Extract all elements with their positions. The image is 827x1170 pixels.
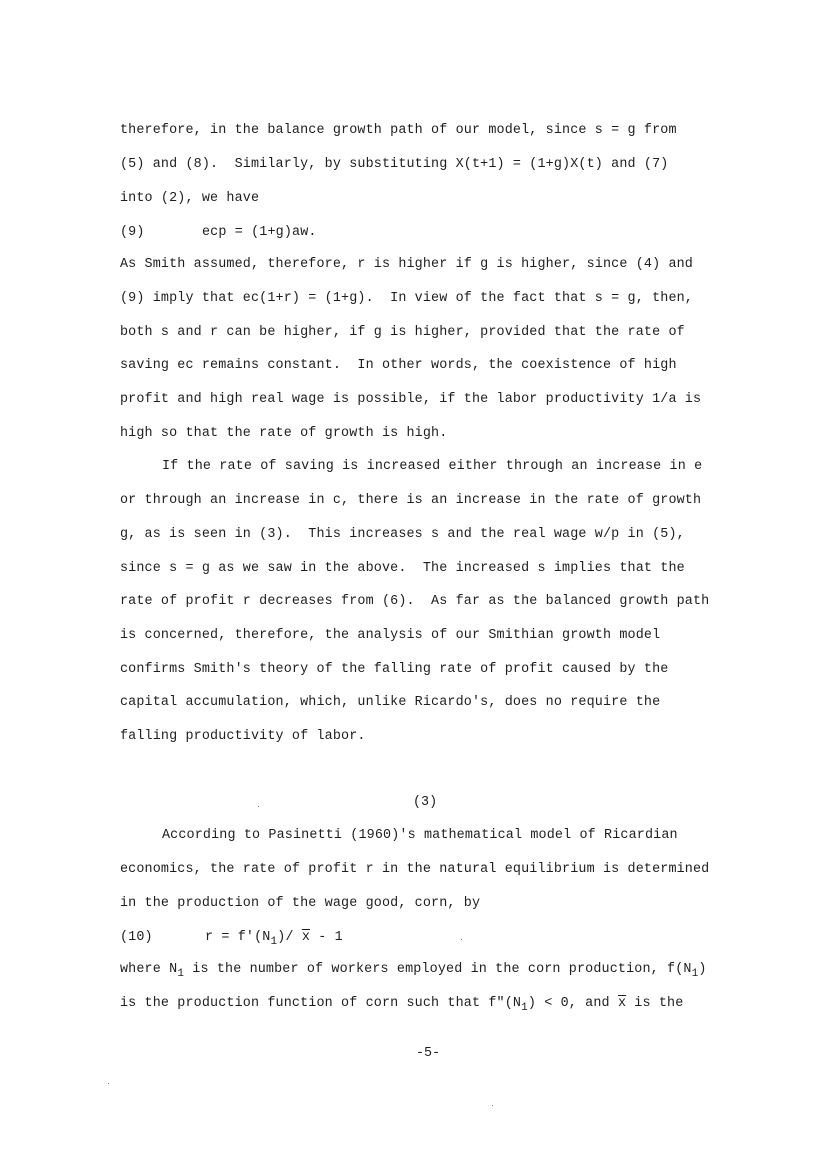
text-line-1: therefore, in the balance growth path of our model, since s = g from	[120, 123, 677, 138]
equation-9-label: (9)	[120, 225, 145, 240]
equation-10-mid: )/	[277, 930, 302, 945]
text-line-10: If the rate of saving is increased either through an increase in e	[162, 459, 703, 474]
equation-10-label: (10)	[120, 930, 153, 945]
text-line-22	[120, 962, 707, 978]
last-part-a: is the production function of corn such that f"(N	[120, 996, 522, 1011]
equation-10-post: - 1	[310, 930, 343, 945]
equation-10	[205, 930, 343, 946]
equation-10-pre: r = f'(N	[205, 930, 271, 945]
equation-10-subscript: 1	[270, 936, 278, 948]
text-line-7: saving ec remains constant. In other words, the coexistence of high	[120, 358, 677, 373]
where-subscript-1: 1	[177, 968, 185, 980]
text-line-3: into (2), we have	[120, 191, 260, 206]
equation-10-xbar: $\overline{x}$	[301, 930, 311, 945]
text-line-2: (5) and (8). Similarly, by substituting X(t+1) = (1+g)X(t) and (7)	[120, 157, 669, 172]
text-line-12: g, as is seen in (3). This increases s and the real wage w/p in (5),	[120, 527, 685, 542]
text-line-21: in the production of the wage good, corn, by	[120, 896, 481, 911]
last-part-b: )	[527, 996, 545, 1011]
where-subscript-2: 1	[691, 968, 699, 980]
where-part-b: is the number of workers employed in the corn production, f(N	[184, 962, 692, 977]
text-line-23	[120, 996, 683, 1012]
section-number: (3)	[413, 795, 438, 810]
last-xbar: $\overline{x}$	[617, 996, 627, 1011]
last-subscript: 1	[521, 1002, 528, 1014]
scan-speck	[258, 806, 259, 807]
last-part-d: is the	[626, 996, 684, 1011]
last-part-c: 0, and	[552, 996, 618, 1011]
text-line-5: (9) imply that ec(1+r) = (1+g). In view of the fact that s = g, then,	[120, 291, 693, 306]
text-line-17: capital accumulation, which, unlike Ricardo's, does no require the	[120, 695, 661, 710]
less-than-symbol: <	[544, 996, 553, 1011]
text-line-20: economics, the rate of profit r in the natural equilibrium is determined	[120, 862, 710, 877]
text-line-14: rate of profit r decreases from (6). As far as the balanced growth path	[120, 594, 710, 609]
equation-9: ecp = (1+g)aw.	[202, 225, 317, 240]
text-line-6: both s and r can be higher, if g is higher, provided that the rate of	[120, 325, 685, 340]
text-line-8: profit and high real wage is possible, if the labor productivity 1/a is	[120, 392, 702, 407]
text-line-16: confirms Smith's theory of the falling rate of profit caused by the	[120, 662, 669, 677]
page-number: -5-	[416, 1046, 441, 1061]
text-line-11: or through an increase in c, there is an increase in the rate of growth	[120, 493, 702, 508]
text-line-18: falling productivity of labor.	[120, 729, 366, 744]
text-line-4: As Smith assumed, therefore, r is higher if g is higher, since (4) and	[120, 257, 693, 272]
scan-speck	[461, 939, 462, 940]
text-line-19: According to Pasinetti (1960)'s mathematical model of Ricardian	[162, 828, 678, 843]
text-line-13: since s = g as we saw in the above. The increased s implies that the	[120, 561, 685, 576]
scan-speck	[108, 1083, 109, 1084]
where-part-a: where N	[120, 962, 178, 977]
where-part-c: )	[698, 962, 707, 977]
text-line-9: high so that the rate of growth is high.	[120, 426, 448, 441]
text-line-15: is concerned, therefore, the analysis of our Smithian growth model	[120, 628, 661, 643]
scan-speck	[492, 1105, 493, 1106]
